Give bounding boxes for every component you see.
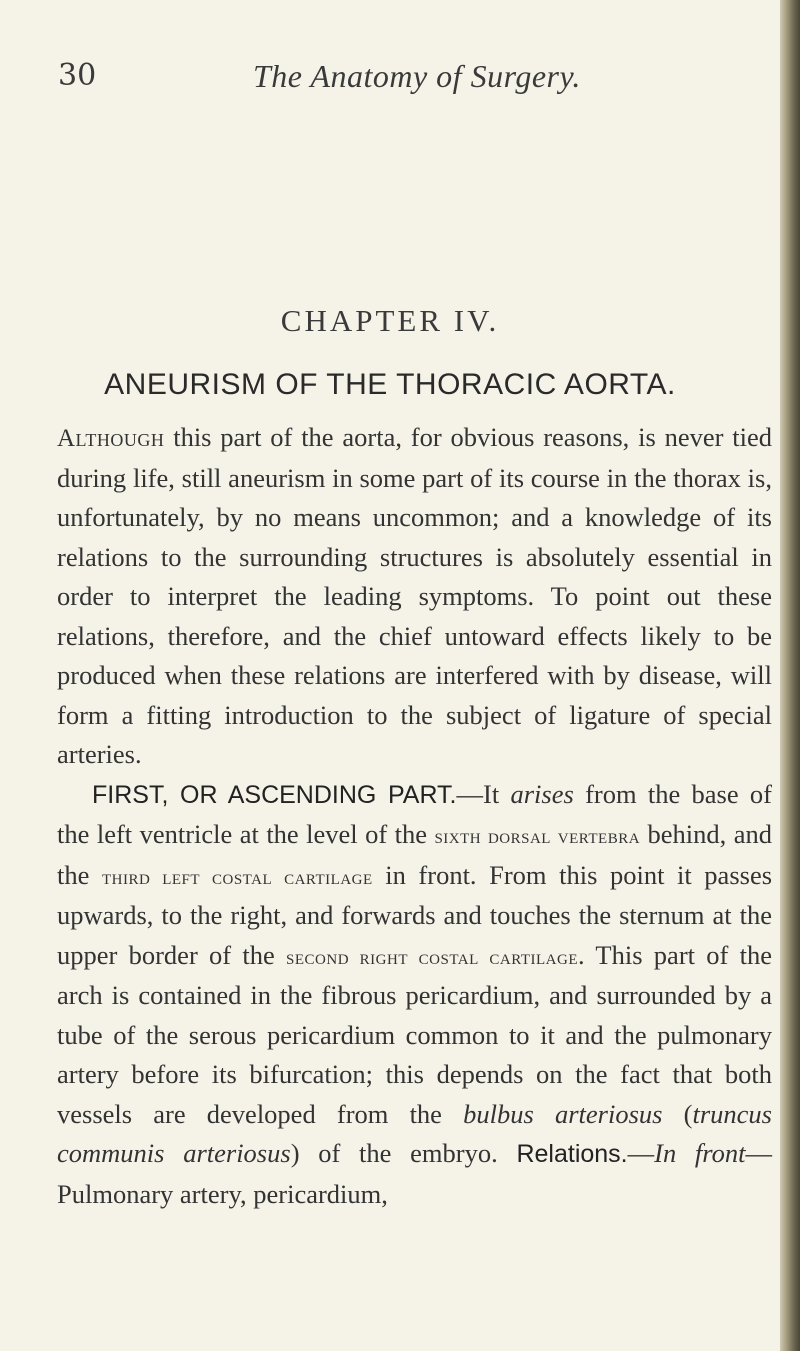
text-run: — <box>627 1138 655 1168</box>
drop-word: Although <box>57 425 165 452</box>
subsection-heading: FIRST, OR ASCENDING PART. <box>92 780 457 809</box>
paragraph-intro <box>57 418 772 775</box>
in-front-label: In front <box>654 1138 746 1168</box>
relations-heading: Relations. <box>516 1140 628 1168</box>
text-run: —Pulmonary artery, pericardium, <box>57 1138 772 1209</box>
running-title: The Anatomy of Surgery. <box>253 58 581 94</box>
text-run: ( <box>662 1098 693 1129</box>
latin-term: bulbus arteriosus <box>463 1098 663 1129</box>
page-number: 30 <box>58 58 97 93</box>
small-caps-term: third left costal cartilage <box>101 863 373 889</box>
latin-term: truncus communis arteriosus <box>57 1098 772 1168</box>
small-caps-term: sixth dorsal vertebra <box>434 823 641 848</box>
paragraph-intro-text: this part of the aorta, for obvious reasons, is never tied during life, still aneurism in some part of its course in the thorax is, unfortunately, by no means uncommon; and a knowledge of its relations to the surrounding structures is absolutely essential in order to interpret the leading symptoms. To point out these relations, therefore, and the chief untoward effects likely to be produced when these relations are interfered with by disease, will form a fitting introduction to the subject of ligature of special arteries. <box>57 422 772 769</box>
running-head <box>58 58 758 98</box>
paragraph-ascending-part <box>57 775 772 1215</box>
text-run: from the base of the left ventricle at the level of the <box>57 778 772 849</box>
text-run: ) of the embryo. <box>290 1138 517 1168</box>
emphasis: arises <box>510 778 574 809</box>
section-title: ANEURISM OF THE THORACIC AORTA. <box>104 368 676 401</box>
body-text <box>57 418 772 1214</box>
text-run: behind, and the <box>57 819 772 890</box>
text-run: —It <box>456 778 511 809</box>
text-run: in front. From this point it passes upwards, to the right, and forwards and touches the sternum at the upper border of the <box>57 859 773 970</box>
scan-edge <box>780 0 800 1351</box>
small-caps-term: second right costal cartilage <box>286 943 579 969</box>
text-run: . This part of the arch is contained in the fibrous pericardium, and surrounded by a tube of the serous pericardium common to it and the pulmonary artery before its bifurcation; this depends on the fact that both vessels are developed from the <box>57 939 772 1129</box>
chapter-title: CHAPTER IV. <box>280 303 500 338</box>
